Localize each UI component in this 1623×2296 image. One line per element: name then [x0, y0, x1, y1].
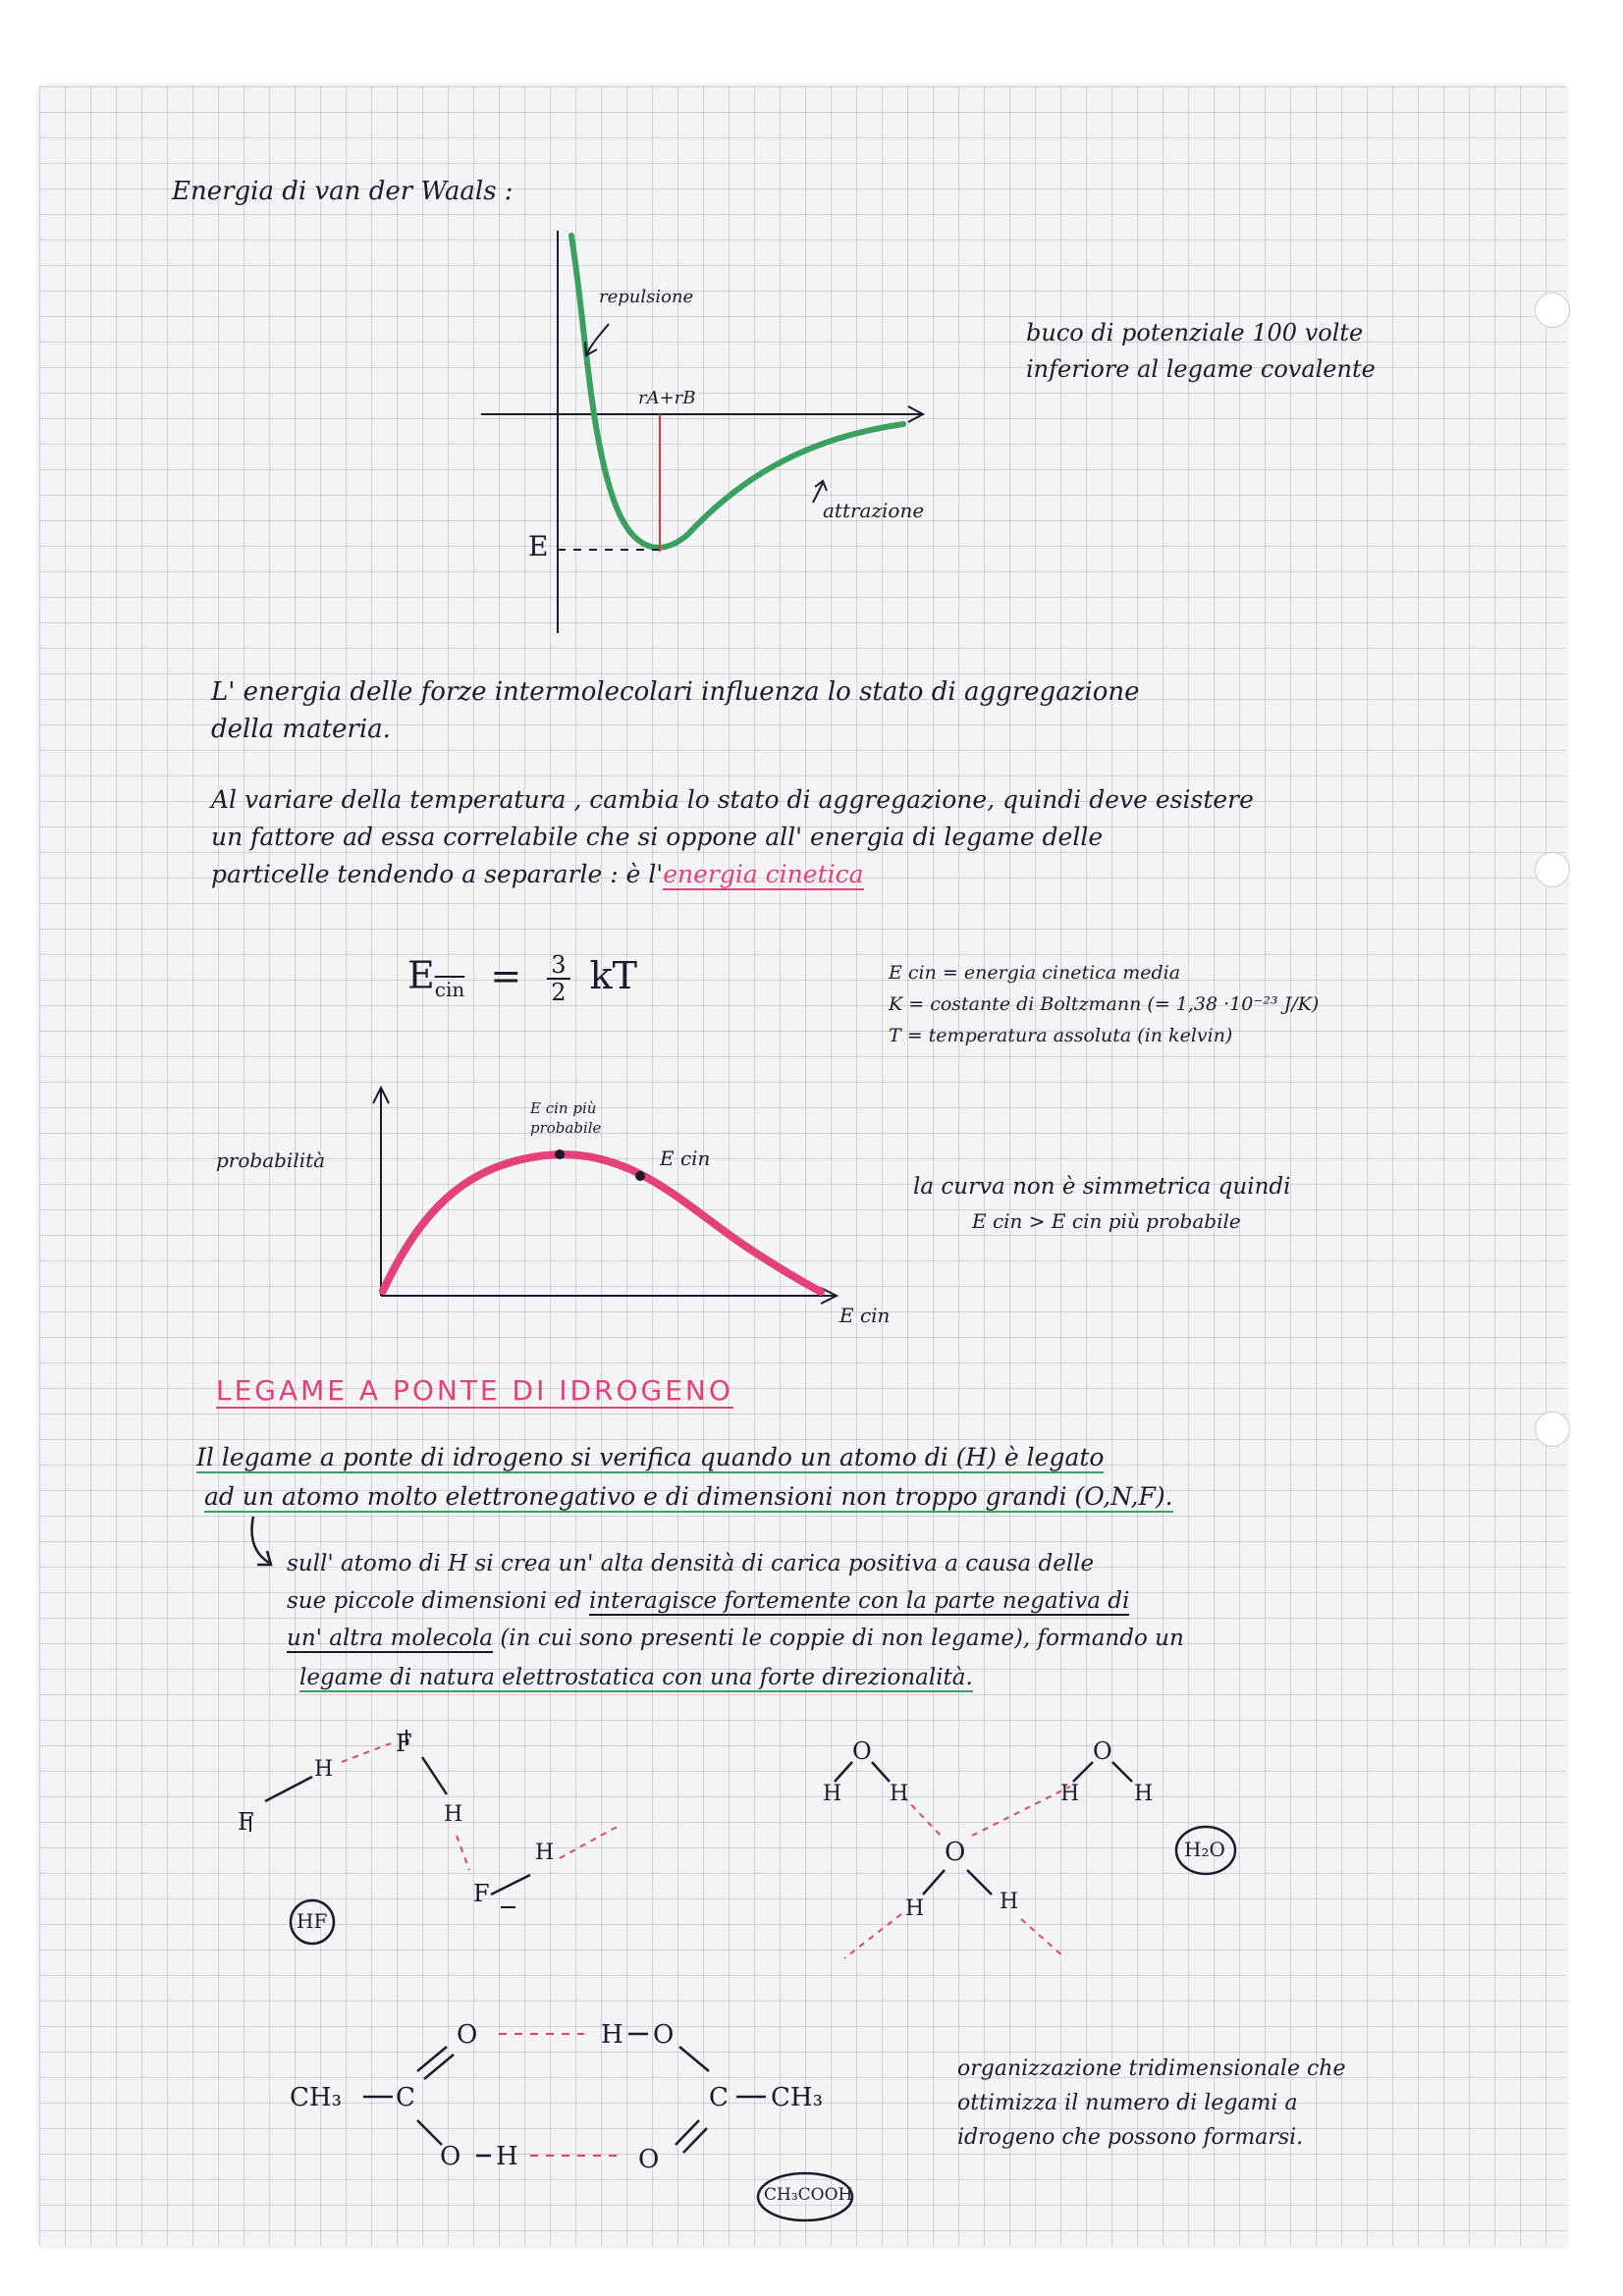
energy-min-label: E [528, 530, 549, 562]
hbond-title: LEGAME A PONTE DI IDROGENO [216, 1374, 733, 1407]
hbond-other-molecule-term: un' altra molecola [287, 1626, 494, 1651]
dist-xlabel: E cin [839, 1304, 891, 1327]
acetic-o-left-bottom: O [440, 2142, 461, 2171]
h2o-atom-h3a: H [905, 1896, 925, 1921]
formula-legend-1: E cin = energia cinetica media [889, 962, 1181, 984]
h2o-atom-h1a: H [823, 1782, 842, 1806]
attrazione-label: attrazione [823, 499, 925, 522]
kinetic-line-1: Al variare della temperatura , cambia lo stato di aggregazione, quindi deve esistere [211, 785, 1254, 814]
intro-line-1: L' energia delle forze intermolecolari influenza lo stato di aggregazione [211, 677, 1140, 707]
formula-equals: = [490, 953, 522, 997]
hbond-line-1: Il legame a ponte di idrogeno si verifica quando un atomo di (H) è legato [196, 1443, 1105, 1471]
h2o-network [835, 1762, 1132, 1958]
hbond-interaction-term: interagisce fortemente con la parte negativa di [588, 1588, 1130, 1614]
hf-atom-h1: H [314, 1757, 334, 1782]
hbond-line-2: ad un atomo molto elettronegativo e di dimensioni non troppo grandi (O,N,F). [204, 1482, 1173, 1511]
acetic-c-left: C [396, 2083, 415, 2112]
peak-label-2: probabile [530, 1119, 602, 1137]
acetic-o-right-top: O [653, 2020, 675, 2050]
acetic-o-right-bottom: O [638, 2145, 660, 2174]
h2o-atom-h1b: H [890, 1782, 909, 1806]
repulsione-label: repulsione [599, 287, 694, 307]
hf-label: HF [297, 1909, 328, 1933]
peak-label-1: E cin più [530, 1099, 597, 1117]
asymmetry-note-1: la curva non è simmetrica quindi [913, 1174, 1291, 1200]
h2o-atom-h2b: H [1134, 1782, 1154, 1806]
hf-atom-f2: F [396, 1730, 412, 1757]
dist-ylabel: probabilità [216, 1148, 326, 1172]
hf-chain [250, 1730, 619, 1907]
asymmetry-note-2: E cin > E cin più probabile [972, 1209, 1241, 1233]
hf-atom-h2: H [444, 1802, 463, 1827]
potential-well-note-2: inferiore al legame covalente [1026, 355, 1376, 383]
formula-e: E [407, 953, 435, 997]
potential-well-note-1: buco di potenziale 100 volte [1026, 319, 1364, 347]
acetic-ch3-right: CH₃ [771, 2083, 823, 2112]
h2o-atom-o2: O [1093, 1737, 1112, 1765]
hf-atom-f3: F [473, 1880, 490, 1907]
acetic-dimer [363, 2034, 766, 2156]
h2o-structure-note-1: organizzazione tridimensionale che [957, 2056, 1346, 2081]
formula-kt: kT [589, 953, 638, 997]
kinetic-line-2: un fattore ad essa correlabile che si oppone all' energia di legame delle [211, 823, 1104, 851]
h2o-atom-h3b: H [1000, 1890, 1019, 1914]
acetic-h-right: H [601, 2020, 623, 2050]
radius-sum-label: rA+rB [638, 388, 696, 408]
hf-atom-h3: H [535, 1841, 555, 1865]
hbond-explanation-1: sull' atomo di H si crea un' alta densità di carica positiva a causa delle [287, 1551, 1095, 1576]
hf-atom-f1: F [238, 1808, 254, 1836]
hbond-explanation-4: legame di natura elettrostatica con una forte direzionalità. [299, 1665, 973, 1690]
vdw-title: Energia di van der Waals : [172, 177, 514, 206]
formula-legend-2: K = costante di Boltzmann (= 1,38 ·10⁻²³ J/K) [889, 993, 1320, 1015]
kinetic-energy-term: energia cinetica [663, 860, 864, 888]
acetic-label: CH₃COOH [764, 2185, 853, 2205]
acetic-o-left-top: O [457, 2020, 478, 2050]
h2o-label: H₂O [1184, 1838, 1225, 1861]
formula-legend-3: T = temperatura assoluta (in kelvin) [889, 1025, 1233, 1046]
formula-sub: cin [434, 978, 465, 1002]
h2o-structure-note-2: ottimizza il numero di legami a [957, 2091, 1298, 2115]
acetic-h-left: H [496, 2142, 518, 2171]
h2o-structure-note-3: idrogeno che possono formarsi. [957, 2125, 1304, 2150]
acetic-ch3-left: CH₃ [290, 2083, 342, 2112]
h2o-atom-h2a: H [1060, 1782, 1080, 1806]
h2o-atom-o1: O [852, 1737, 872, 1765]
formula-numerator: 3 [547, 952, 569, 980]
intro-line-2: della materia. [211, 715, 391, 744]
h2o-atom-o3: O [945, 1838, 966, 1867]
acetic-c-right: C [709, 2083, 729, 2112]
hbond-explanation-2-text: sue piccole dimensioni ed [287, 1588, 589, 1614]
formula-denominator: 2 [551, 979, 567, 1006]
mean-label: E cin [660, 1147, 711, 1170]
hbond-explanation-3-text: (in cui sono presenti le coppie di non legame), formando un [493, 1626, 1184, 1651]
kinetic-line-3-text: particelle tendendo a separarle : è l' [211, 860, 664, 888]
